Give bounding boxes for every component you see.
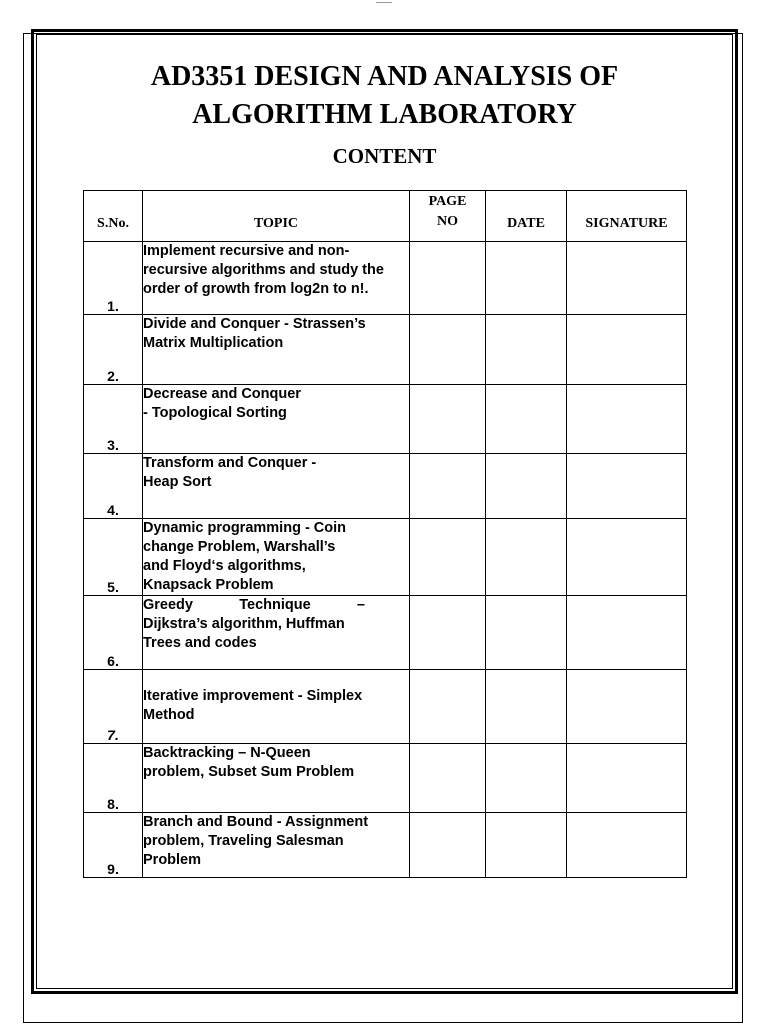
- topic-line: Backtracking – N-Queen: [143, 745, 311, 761]
- topic-line: Matrix Multiplication: [143, 335, 284, 351]
- row-sno: 4.: [84, 454, 143, 519]
- topic-line: Knapsack Problem: [143, 577, 274, 593]
- row-date-cell: [486, 315, 567, 385]
- row-signature-cell: [567, 670, 687, 744]
- header-sno: S.No.: [84, 191, 143, 242]
- row-page-no-cell: [410, 454, 486, 519]
- row-date-cell: [486, 744, 567, 813]
- table-row: [84, 813, 687, 878]
- row-page-no-cell: [410, 315, 486, 385]
- row-page-no-cell: [410, 813, 486, 878]
- content-table: [83, 190, 687, 878]
- topic-line: Problem: [143, 852, 202, 868]
- header-signature: SIGNATURE: [567, 191, 687, 242]
- row-date-cell: [486, 813, 567, 878]
- row-date-cell: [486, 519, 567, 596]
- topic-line: order of growth from log2n to n!.: [143, 281, 369, 297]
- row-topic: [143, 670, 410, 744]
- row-sno: 7.: [84, 670, 143, 744]
- row-signature-cell: [567, 454, 687, 519]
- table-row: [84, 385, 687, 454]
- topic-line: Greedy Technique –: [143, 597, 365, 613]
- row-page-no-cell: [410, 596, 486, 670]
- title-line-2: ALGORITHM LABORATORY: [192, 99, 577, 130]
- row-sno: 9.: [84, 813, 143, 878]
- table-row: [84, 519, 687, 596]
- table-row: [84, 596, 687, 670]
- topic-line: Trees and codes: [143, 635, 257, 651]
- row-date-cell: [486, 670, 567, 744]
- row-topic: [143, 744, 410, 813]
- row-date-cell: [486, 242, 567, 315]
- topic-line: Dynamic programming - Coin: [143, 520, 347, 536]
- topic-line: Heap Sort: [143, 474, 212, 490]
- row-date-cell: [486, 385, 567, 454]
- row-signature-cell: [567, 519, 687, 596]
- topic-line: Branch and Bound - Assignment: [143, 814, 369, 830]
- row-topic: [143, 242, 410, 315]
- topic-line: and Floyd‘s algorithms,: [143, 558, 306, 574]
- title-line-1: AD3351 DESIGN AND ANALYSIS OF: [150, 61, 619, 92]
- topic-line: Transform and Conquer -: [143, 455, 317, 471]
- row-signature-cell: [567, 813, 687, 878]
- topic-line: Decrease and Conquer: [143, 386, 301, 402]
- row-signature-cell: [567, 385, 687, 454]
- topic-line: Method: [143, 707, 195, 723]
- topic-line: recursive algorithms and study the: [143, 262, 384, 278]
- row-sno: 2.: [84, 315, 143, 385]
- header-page-line1: PAGE: [428, 194, 467, 209]
- topic-line: Iterative improvement - Simplex: [143, 688, 363, 704]
- page-title: [36, 58, 733, 134]
- row-topic: [143, 596, 410, 670]
- row-page-no-cell: [410, 385, 486, 454]
- page-top-mark: [376, 0, 392, 3]
- table-row: [84, 315, 687, 385]
- topic-line: Implement recursive and non-: [143, 243, 350, 259]
- table-row: [84, 454, 687, 519]
- topic-line: Divide and Conquer - Strassen’s: [143, 316, 366, 332]
- row-sno: 1.: [84, 242, 143, 315]
- table-row: [84, 242, 687, 315]
- row-sno: 6.: [84, 596, 143, 670]
- table-header-row: [84, 191, 687, 242]
- row-sno: 5.: [84, 519, 143, 596]
- row-page-no-cell: [410, 242, 486, 315]
- row-page-no-cell: [410, 670, 486, 744]
- row-sno: 8.: [84, 744, 143, 813]
- header-topic: TOPIC: [143, 191, 410, 242]
- row-topic: [143, 813, 410, 878]
- header-page-no: [410, 191, 486, 242]
- row-signature-cell: [567, 744, 687, 813]
- row-signature-cell: [567, 242, 687, 315]
- row-page-no-cell: [410, 744, 486, 813]
- row-topic: [143, 519, 410, 596]
- row-sno: 3.: [84, 385, 143, 454]
- row-signature-cell: [567, 596, 687, 670]
- header-date: DATE: [486, 191, 567, 242]
- topic-line: problem, Traveling Salesman: [143, 833, 344, 849]
- topic-line: change Problem, Warshall’s: [143, 539, 336, 555]
- row-date-cell: [486, 596, 567, 670]
- row-topic: [143, 454, 410, 519]
- topic-line: Dijkstra’s algorithm, Huffman: [143, 616, 345, 632]
- topic-line: problem, Subset Sum Problem: [143, 764, 355, 780]
- row-topic: [143, 315, 410, 385]
- table-row: [84, 744, 687, 813]
- header-page-line2: NO: [437, 214, 458, 229]
- topic-line: - Topological Sorting: [143, 405, 287, 421]
- row-page-no-cell: [410, 519, 486, 596]
- content-heading: CONTENT: [332, 144, 437, 168]
- row-topic: [143, 385, 410, 454]
- table-row: [84, 670, 687, 744]
- row-date-cell: [486, 454, 567, 519]
- row-signature-cell: [567, 315, 687, 385]
